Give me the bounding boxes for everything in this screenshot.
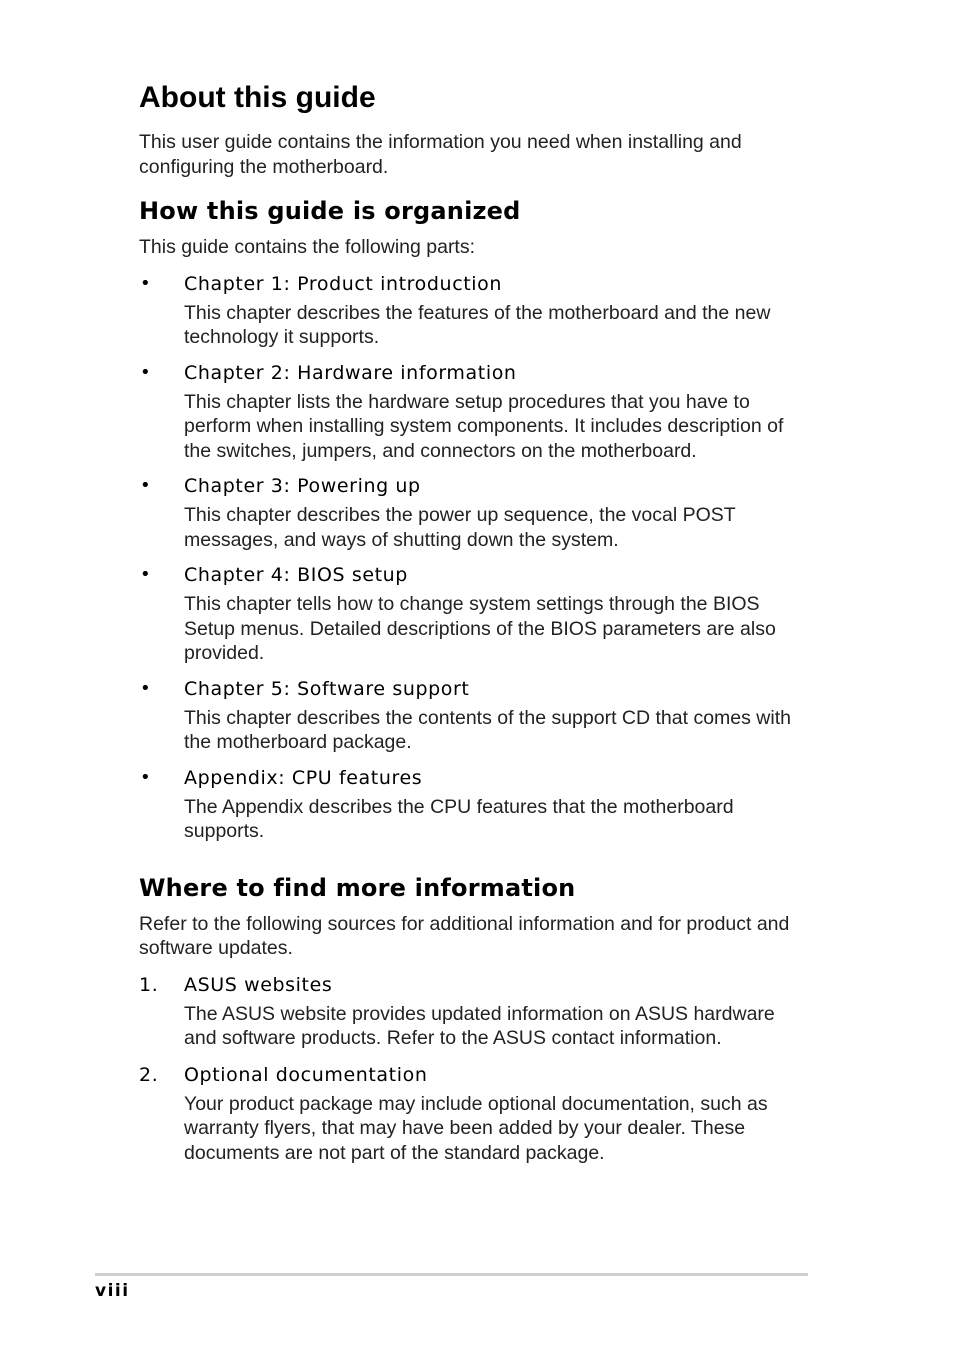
chapter-description: The Appendix describes the CPU features that the motherboard supports. bbox=[184, 795, 734, 842]
bullet-icon: • bbox=[140, 677, 151, 699]
source-description: Your product package may include optional documentation, such as warranty flyers, that may have been added by your dealer. These documents are not part of the standard package. bbox=[184, 1092, 768, 1164]
chapter-description: This chapter describes the contents of the support CD that comes with the motherboard package. bbox=[184, 706, 791, 753]
chapter-description: This chapter lists the hardware setup procedures that you have to perform when installing system components. It includes description of the switches, jumpers, and connectors on the motherboard. bbox=[184, 390, 784, 462]
page-content bbox=[139, 78, 809, 1165]
chapter-title: Chapter 2: Hardware information bbox=[184, 361, 517, 384]
intro-paragraph: This user guide contains the information you need when installing and configuring the motherboard. bbox=[139, 131, 742, 178]
source-description: The ASUS website provides updated information on ASUS hardware and software products. Refer to the ASUS contact information. bbox=[184, 1002, 775, 1049]
chapter-title: Chapter 5: Software support bbox=[184, 677, 470, 700]
sources-list bbox=[139, 973, 809, 1166]
list-item bbox=[139, 563, 809, 666]
list-item bbox=[139, 677, 809, 755]
item-number: 2. bbox=[139, 1063, 159, 1086]
chapter-title: Appendix: CPU features bbox=[184, 766, 423, 789]
chapter-title: Chapter 4: BIOS setup bbox=[184, 564, 408, 586]
footer-divider bbox=[95, 1273, 808, 1276]
chapter-description: This chapter describes the features of the motherboard and the new technology it supports. bbox=[184, 301, 771, 348]
list-item bbox=[139, 474, 809, 552]
list-item bbox=[139, 272, 809, 350]
parts-intro: This guide contains the following parts: bbox=[139, 236, 476, 258]
section-heading-more-info: Where to find more information bbox=[139, 873, 576, 902]
source-title: Optional documentation bbox=[184, 1063, 428, 1086]
chapter-description: This chapter describes the power up sequence, the vocal POST messages, and ways of shutting down the system. bbox=[184, 504, 736, 551]
chapter-description: This chapter tells how to change system settings through the BIOS Setup menus. Detailed descriptions of the BIOS parameters are also provided. bbox=[184, 593, 776, 664]
chapter-title: Chapter 3: Powering up bbox=[184, 475, 421, 497]
section-heading-organized: How this guide is organized bbox=[139, 197, 521, 225]
page-title: About this guide bbox=[139, 81, 376, 114]
bullet-icon: • bbox=[140, 766, 151, 788]
bullet-icon: • bbox=[140, 361, 151, 383]
list-item bbox=[139, 766, 809, 844]
chapter-title: Chapter 1: Product introduction bbox=[184, 272, 503, 295]
source-title: ASUS websites bbox=[184, 973, 333, 996]
list-item bbox=[139, 973, 809, 1051]
list-item bbox=[139, 361, 809, 464]
sources-intro: Refer to the following sources for additional information and for product and software updates. bbox=[139, 912, 790, 959]
page-number: viii bbox=[95, 1281, 130, 1301]
bullet-icon: • bbox=[140, 475, 151, 496]
bullet-icon: • bbox=[140, 564, 151, 585]
item-number: 1. bbox=[139, 973, 159, 996]
bullet-icon: • bbox=[140, 272, 151, 294]
parts-list bbox=[139, 272, 809, 844]
list-item bbox=[139, 1063, 809, 1166]
